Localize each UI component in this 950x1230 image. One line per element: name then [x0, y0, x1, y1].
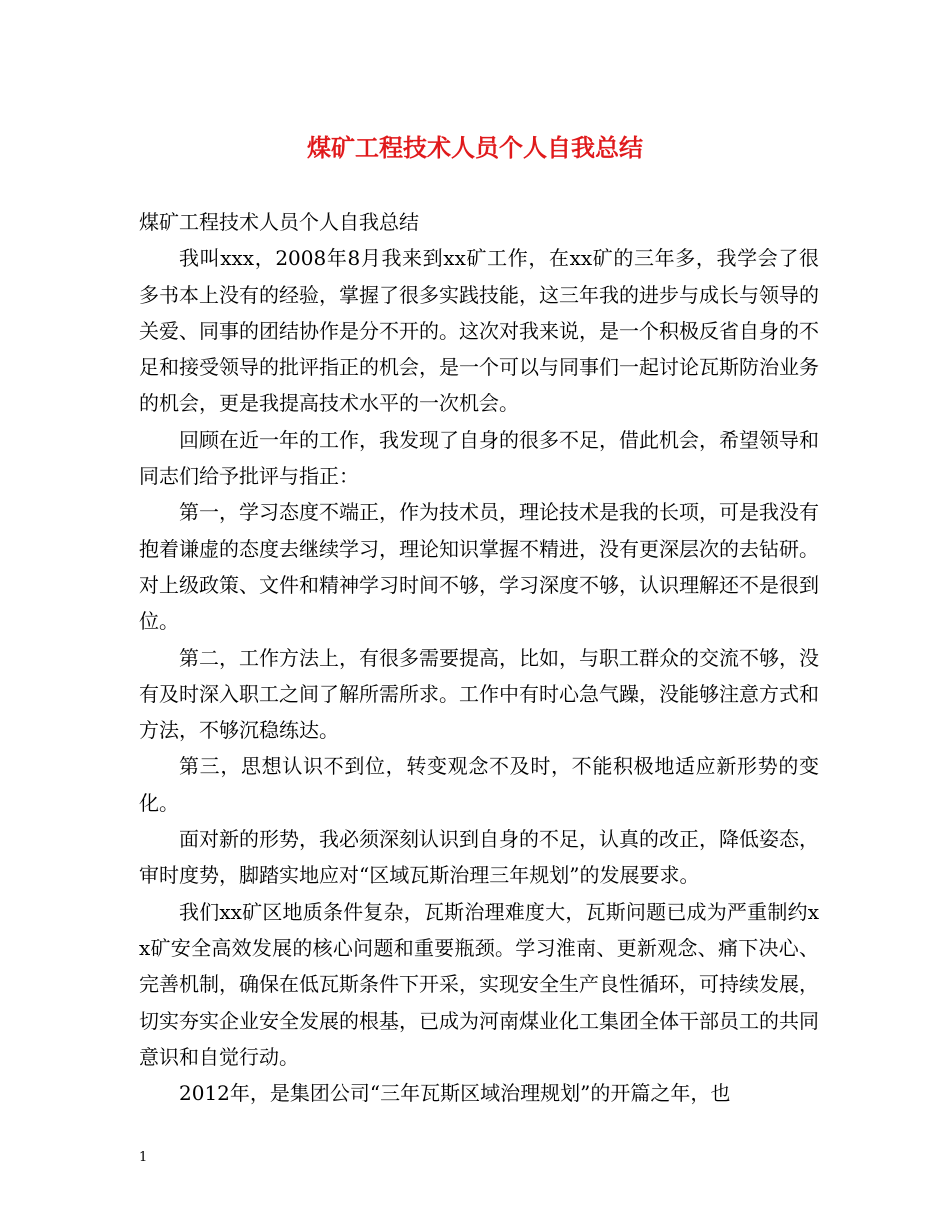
paragraph-new-situation: 面对新的形势，我必须深刻认识到自身的不足，认真的改正，降低姿态，审时度势，脚踏实地应对“区域瓦斯治理三年规划”的发展要求。: [139, 827, 819, 888]
document-subtitle: 煤矿工程技术人员个人自我总结: [139, 210, 419, 234]
paragraph-second-point: 第二，工作方法上，有很多需要提高，比如，与职工群众的交流不够，没有及时深入职工之间了解所需所求。工作中有时心急气躁，没能够注意方式和方法，不够沉稳练达。: [139, 645, 819, 743]
document-body: [139, 204, 819, 1111]
paragraph-2012: 2012年，是集团公司“三年瓦斯区域治理规划”的开篇之年，也: [179, 1081, 731, 1106]
paragraph-third-point: 第三，思想认识不到位，转变观念不及时，不能积极地适应新形势的变化。: [139, 754, 819, 815]
paragraph-first-point: 第一，学习态度不端正，作为技术员，理论技术是我的长项，可是我没有抱着谦虚的态度去继续学习，理论知识掌握不精进，没有更深层次的去钻研。对上级政策、文件和精神学习时间不够，学习深度不够，认识理解还不是很到位。: [139, 500, 819, 634]
page-number: 1: [139, 1150, 148, 1165]
paragraph-mine-conditions: 我们xx矿区地质条件复杂，瓦斯治理难度大，瓦斯问题已成为严重制约xx矿安全高效发展的核心问题和重要瓶颈。学习淮南、更新观念、痛下决心、完善机制，确保在低瓦斯条件下开采，实现安全生产良性循环，可持续发展，切实夯实企业安全发展的根基，已成为河南煤业化工集团全体干部员工的共同意识和自觉行动。: [139, 899, 819, 1069]
document-title: 煤矿工程技术人员个人自我总结: [307, 133, 643, 162]
paragraph-review: 回顾在近一年的工作，我发现了自身的很多不足，借此机会，希望领导和同志们给予批评与指正：: [139, 427, 819, 489]
paragraph-intro: 我叫xxx，2008年8月我来到xx矿工作，在xx矿的三年多，我学会了很多书本上没有的经验，掌握了很多实践技能，这三年我的进步与成长与领导的关爱、同事的团结协作是分不开的。这次对我来说，是一个积极反省自身的不足和接受领导的批评指正的机会，是一个可以与同事们一起讨论瓦斯防治业务的机会，更是我提高技术水平的一次机会。: [139, 246, 819, 416]
